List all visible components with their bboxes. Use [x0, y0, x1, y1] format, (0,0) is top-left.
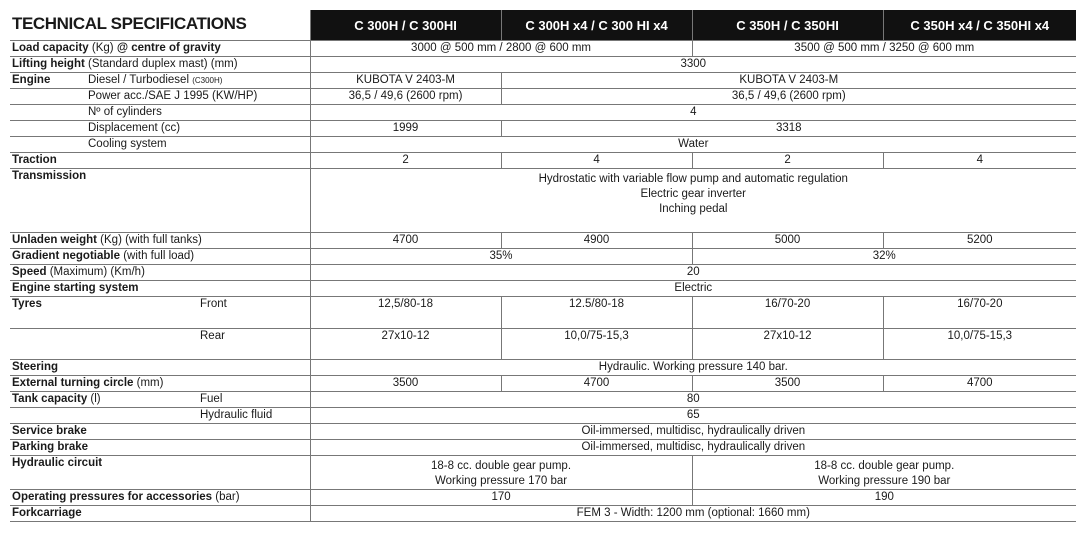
row-transmission: [10, 169, 1076, 233]
row-label: Service brake: [10, 424, 310, 440]
row-tank-hydraulic: [10, 408, 1076, 424]
value-cell: 4: [883, 153, 1076, 169]
value-cell: 20: [310, 265, 1076, 281]
model-header: C 350H / C 350HI: [692, 10, 883, 41]
sub-label: Diesel / Turbodiesel (C300H): [86, 73, 310, 89]
row-lifting-height: [10, 57, 1076, 73]
row-speed: [10, 265, 1076, 281]
header-row: [10, 10, 1076, 41]
value-cell: 10,0/75-15,3: [501, 329, 692, 360]
value-cell: 4: [501, 153, 692, 169]
sub-label: Fuel: [198, 392, 310, 408]
row-engine-diesel: [10, 73, 1076, 89]
row-traction: [10, 153, 1076, 169]
value-cell: 3300: [310, 57, 1076, 73]
value-cell: Oil-immersed, multidisc, hydraulically driven: [310, 440, 1076, 456]
row-label: Tyres: [10, 297, 198, 329]
row-service-brake: [10, 424, 1076, 440]
spec-table: [10, 10, 1076, 522]
value-cell: 32%: [692, 249, 1076, 265]
value-cell: 16/70-20: [883, 297, 1076, 329]
row-label: Operating pressures for accessories (bar): [10, 490, 310, 506]
value-cell: Hydrostatic with variable flow pump and automatic regulation Electric gear inverter Inching pedal: [310, 169, 1076, 233]
model-header: C 300H / C 300HI: [310, 10, 501, 41]
value-cell: 16/70-20: [692, 297, 883, 329]
row-steering: [10, 360, 1076, 376]
value-cell: KUBOTA V 2403-M: [310, 73, 501, 89]
page-title: TECHNICAL SPECIFICATIONS: [12, 14, 247, 33]
value-cell: FEM 3 - Width: 1200 mm (optional: 1660 mm): [310, 506, 1076, 522]
sub-label: Rear: [198, 329, 310, 360]
value-cell: 4700: [310, 233, 501, 249]
value-cell: 27x10-12: [692, 329, 883, 360]
row-label: Traction: [10, 153, 310, 169]
value-cell: 12,5/80-18: [310, 297, 501, 329]
sub-label: Nº of cylinders: [86, 105, 310, 121]
value-cell: 4700: [501, 376, 692, 392]
row-label: External turning circle (mm): [10, 376, 310, 392]
sub-label: Front: [198, 297, 310, 329]
value-cell: 18-8 cc. double gear pump. Working pressure 190 bar: [692, 456, 1076, 490]
sub-label: Displacement (cc): [86, 121, 310, 137]
model-header: C 350H x4 / C 350HI x4: [883, 10, 1076, 41]
value-cell: 10,0/75-15,3: [883, 329, 1076, 360]
row-parking-brake: [10, 440, 1076, 456]
row-label: Transmission: [10, 169, 310, 233]
row-label: Hydraulic circuit: [10, 456, 310, 490]
row-tank-fuel: [10, 392, 1076, 408]
row-label: Parking brake: [10, 440, 310, 456]
row-label: Engine: [10, 73, 86, 89]
value-cell: 18-8 cc. double gear pump. Working pressure 170 bar: [310, 456, 692, 490]
value-cell: Oil-immersed, multidisc, hydraulically driven: [310, 424, 1076, 440]
value-cell: 80: [310, 392, 1076, 408]
row-tyres-front: [10, 297, 1076, 329]
row-label: Unladen weight (Kg) (with full tanks): [10, 233, 310, 249]
value-cell: 1999: [310, 121, 501, 137]
value-cell: Hydraulic. Working pressure 140 bar.: [310, 360, 1076, 376]
value-cell: 3500: [310, 376, 501, 392]
value-cell: 4700: [883, 376, 1076, 392]
value-cell: 35%: [310, 249, 692, 265]
row-label: Engine starting system: [10, 281, 310, 297]
value-cell: 36,5 / 49,6 (2600 rpm): [310, 89, 501, 105]
row-label: Tank capacity (l): [10, 392, 198, 408]
row-label: Speed (Maximum) (Km/h): [10, 265, 310, 281]
row-engine-cooling: [10, 137, 1076, 153]
value-cell: 170: [310, 490, 692, 506]
value-cell: 3500: [692, 376, 883, 392]
sub-label: Power acc./SAE J 1995 (KW/HP): [86, 89, 310, 105]
model-header: C 300H x4 / C 300 HI x4: [501, 10, 692, 41]
value-cell: 2: [310, 153, 501, 169]
row-turning-circle: [10, 376, 1076, 392]
value-cell: 4900: [501, 233, 692, 249]
value-cell: KUBOTA V 2403-M: [501, 73, 1076, 89]
value-cell: 36,5 / 49,6 (2600 rpm): [501, 89, 1076, 105]
row-tyres-rear: [10, 329, 1076, 360]
row-gradient: [10, 249, 1076, 265]
value-cell: 190: [692, 490, 1076, 506]
value-cell: 27x10-12: [310, 329, 501, 360]
value-cell: 3500 @ 500 mm / 3250 @ 600 mm: [692, 41, 1076, 57]
value-cell: Electric: [310, 281, 1076, 297]
row-label: Gradient negotiable (with full load): [10, 249, 310, 265]
sub-label: Cooling system: [86, 137, 310, 153]
row-engine-displacement: [10, 121, 1076, 137]
value-cell: 12.5/80-18: [501, 297, 692, 329]
row-forkcarriage: [10, 506, 1076, 522]
value-cell: 5000: [692, 233, 883, 249]
row-label: Steering: [10, 360, 310, 376]
sub-label: Hydraulic fluid: [198, 408, 310, 424]
row-label: Forkcarriage: [10, 506, 310, 522]
row-label: Lifting height (Standard duplex mast) (mm): [10, 57, 310, 73]
value-cell: 2: [692, 153, 883, 169]
row-engine-cylinders: [10, 105, 1076, 121]
row-hydraulic-circuit: [10, 456, 1076, 490]
row-unladen-weight: [10, 233, 1076, 249]
value-cell: 4: [310, 105, 1076, 121]
row-operating-pressures: [10, 490, 1076, 506]
value-cell: 3000 @ 500 mm / 2800 @ 600 mm: [310, 41, 692, 57]
row-engine-power: [10, 89, 1076, 105]
row-load-capacity: [10, 41, 1076, 57]
row-engine-starting: [10, 281, 1076, 297]
value-cell: Water: [310, 137, 1076, 153]
value-cell: 65: [310, 408, 1076, 424]
row-label: Load capacity (Kg) @ centre of gravity: [10, 41, 310, 57]
value-cell: 5200: [883, 233, 1076, 249]
value-cell: 3318: [501, 121, 1076, 137]
